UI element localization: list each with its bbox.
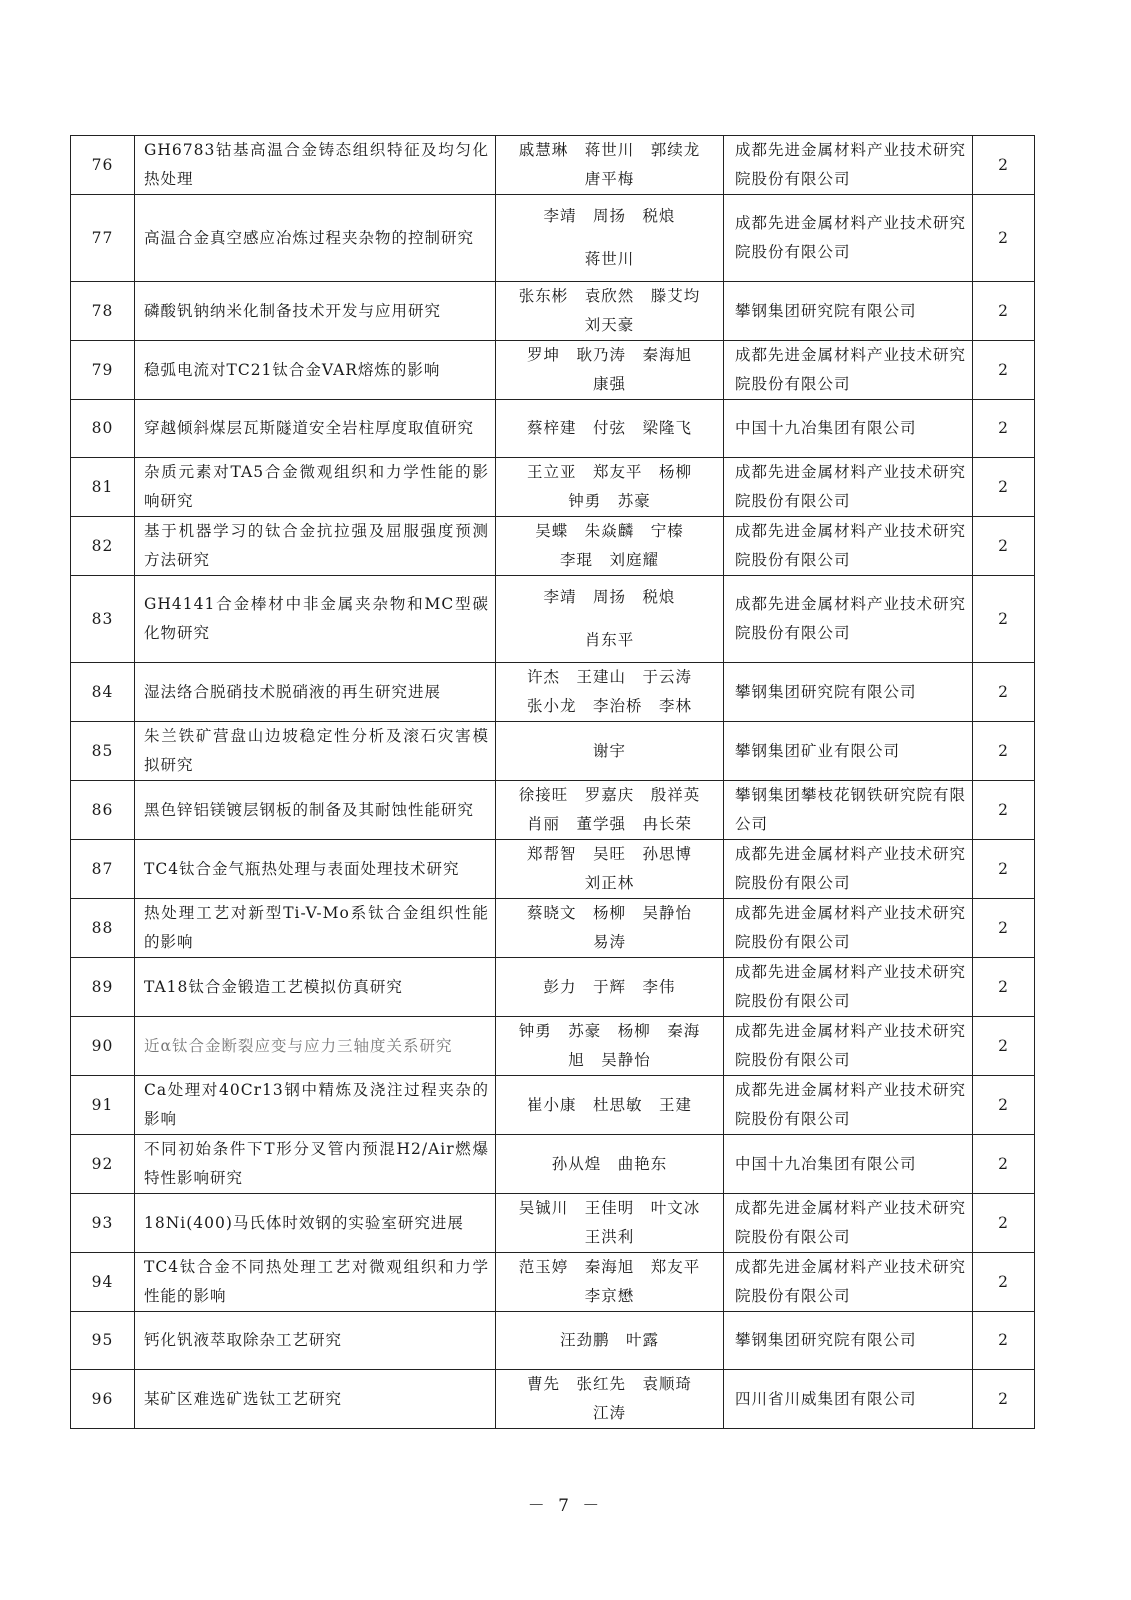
paper-title: 杂质元素对TA5合金微观组织和力学性能的影响研究 bbox=[135, 458, 496, 517]
paper-title: 钙化钒液萃取除杂工艺研究 bbox=[135, 1312, 496, 1370]
table-row bbox=[71, 1312, 1035, 1370]
paper-authors bbox=[496, 458, 724, 517]
table-row bbox=[71, 400, 1035, 458]
paper-authors bbox=[496, 722, 724, 781]
author-line: 康强 bbox=[592, 375, 626, 393]
paper-count: 2 bbox=[973, 840, 1035, 899]
row-number: 94 bbox=[71, 1253, 135, 1312]
paper-count: 2 bbox=[973, 282, 1035, 341]
table-row bbox=[71, 1017, 1035, 1076]
author-line: 曹先 张红先 袁顺琦 bbox=[526, 1375, 692, 1393]
paper-count: 2 bbox=[973, 136, 1035, 195]
author-line: 张东彬 袁欣然 滕艾均 bbox=[518, 287, 701, 305]
paper-authors bbox=[496, 1194, 724, 1253]
table-row bbox=[71, 517, 1035, 576]
paper-authors bbox=[496, 1312, 724, 1370]
organization: 成都先进金属材料产业技术研究院股份有限公司 bbox=[724, 458, 973, 517]
organization: 攀钢集团研究院有限公司 bbox=[724, 663, 973, 722]
paper-authors bbox=[496, 781, 724, 840]
paper-authors bbox=[496, 195, 724, 282]
paper-count: 2 bbox=[973, 1076, 1035, 1135]
paper-count: 2 bbox=[973, 722, 1035, 781]
author-line: 肖东平 bbox=[584, 631, 635, 649]
paper-authors bbox=[496, 517, 724, 576]
author-line: 唐平梅 bbox=[584, 170, 635, 188]
paper-count: 2 bbox=[973, 1194, 1035, 1253]
organization: 成都先进金属材料产业技术研究院股份有限公司 bbox=[724, 576, 973, 663]
row-number: 83 bbox=[71, 576, 135, 663]
paper-count: 2 bbox=[973, 458, 1035, 517]
row-number: 84 bbox=[71, 663, 135, 722]
author-line: 蒋世川 bbox=[584, 250, 635, 268]
paper-title: GH6783钴基高温合金铸态组织特征及均匀化热处理 bbox=[135, 136, 496, 195]
paper-count: 2 bbox=[973, 1370, 1035, 1429]
author-line: 吴蝶 朱焱麟 宁榛 bbox=[535, 522, 684, 540]
author-line: 徐接旺 罗嘉庆 殷祥英 bbox=[518, 786, 701, 804]
row-number: 95 bbox=[71, 1312, 135, 1370]
organization: 成都先进金属材料产业技术研究院股份有限公司 bbox=[724, 517, 973, 576]
row-number: 85 bbox=[71, 722, 135, 781]
table-row bbox=[71, 458, 1035, 517]
row-number: 80 bbox=[71, 400, 135, 458]
row-number: 87 bbox=[71, 840, 135, 899]
table-row bbox=[71, 899, 1035, 958]
row-number: 92 bbox=[71, 1135, 135, 1194]
author-line: 刘正林 bbox=[584, 874, 635, 892]
page-number: － 7 － bbox=[527, 1496, 604, 1516]
table-row bbox=[71, 958, 1035, 1017]
paper-count: 2 bbox=[973, 195, 1035, 282]
author-line: 李靖 周扬 税烺 bbox=[543, 588, 676, 606]
organization: 成都先进金属材料产业技术研究院股份有限公司 bbox=[724, 958, 973, 1017]
organization: 成都先进金属材料产业技术研究院股份有限公司 bbox=[724, 341, 973, 400]
paper-authors bbox=[496, 663, 724, 722]
paper-title: 热处理工艺对新型Ti-V-Mo系钛合金组织性能的影响 bbox=[135, 899, 496, 958]
paper-authors bbox=[496, 136, 724, 195]
row-number: 89 bbox=[71, 958, 135, 1017]
author-line: 李琨 刘庭耀 bbox=[559, 551, 659, 569]
paper-title: 黑色锌铝镁镀层钢板的制备及其耐蚀性能研究 bbox=[135, 781, 496, 840]
table-row bbox=[71, 1076, 1035, 1135]
paper-title: 稳弧电流对TC21钛合金VAR熔炼的影响 bbox=[135, 341, 496, 400]
paper-count: 2 bbox=[973, 517, 1035, 576]
table-row bbox=[71, 1135, 1035, 1194]
author-line: 易涛 bbox=[592, 933, 626, 951]
paper-title: 高温合金真空感应冶炼过程夹杂物的控制研究 bbox=[135, 195, 496, 282]
author-line: 戚慧琳 蒋世川 郭续龙 bbox=[518, 141, 701, 159]
row-number: 78 bbox=[71, 282, 135, 341]
table-row bbox=[71, 1194, 1035, 1253]
organization: 成都先进金属材料产业技术研究院股份有限公司 bbox=[724, 1253, 973, 1312]
paper-count: 2 bbox=[973, 1312, 1035, 1370]
organization: 成都先进金属材料产业技术研究院股份有限公司 bbox=[724, 1076, 973, 1135]
paper-authors bbox=[496, 958, 724, 1017]
author-line: 罗坤 耿乃涛 秦海旭 bbox=[526, 346, 692, 364]
paper-authors bbox=[496, 1017, 724, 1076]
paper-authors bbox=[496, 1076, 724, 1135]
author-line: 钟勇 苏豪 杨柳 秦海 bbox=[518, 1022, 701, 1040]
row-number: 79 bbox=[71, 341, 135, 400]
paper-authors bbox=[496, 400, 724, 458]
paper-count: 2 bbox=[973, 1017, 1035, 1076]
paper-title: TC4钛合金气瓶热处理与表面处理技术研究 bbox=[135, 840, 496, 899]
paper-title: 近α钛合金断裂应变与应力三轴度关系研究 bbox=[135, 1017, 496, 1076]
paper-count: 2 bbox=[973, 958, 1035, 1017]
organization: 成都先进金属材料产业技术研究院股份有限公司 bbox=[724, 899, 973, 958]
organization: 攀钢集团攀枝花钢铁研究院有限公司 bbox=[724, 781, 973, 840]
paper-title: GH4141合金棒材中非金属夹杂物和MC型碳化物研究 bbox=[135, 576, 496, 663]
author-line: 钟勇 苏豪 bbox=[568, 492, 651, 510]
row-number: 91 bbox=[71, 1076, 135, 1135]
paper-authors bbox=[496, 1135, 724, 1194]
author-line: 郑帮智 吴旺 孙思博 bbox=[526, 845, 692, 863]
paper-list-table bbox=[70, 135, 1035, 1429]
author-line: 吴铖川 王佳明 叶文冰 bbox=[518, 1199, 701, 1217]
paper-title: Ca处理对40Cr13钢中精炼及浇注过程夹杂的影响 bbox=[135, 1076, 496, 1135]
paper-count: 2 bbox=[973, 576, 1035, 663]
paper-authors bbox=[496, 341, 724, 400]
organization: 攀钢集团研究院有限公司 bbox=[724, 1312, 973, 1370]
organization: 成都先进金属材料产业技术研究院股份有限公司 bbox=[724, 1194, 973, 1253]
paper-count: 2 bbox=[973, 1135, 1035, 1194]
author-line: 王洪利 bbox=[584, 1228, 635, 1246]
organization: 攀钢集团研究院有限公司 bbox=[724, 282, 973, 341]
author-line: 许杰 王建山 于云涛 bbox=[526, 668, 692, 686]
table-row bbox=[71, 576, 1035, 663]
author-line: 李靖 周扬 税烺 bbox=[543, 207, 676, 225]
paper-authors bbox=[496, 282, 724, 341]
paper-title: 朱兰铁矿营盘山边坡稳定性分析及滚石灾害模拟研究 bbox=[135, 722, 496, 781]
author-line: 蔡梓建 付弦 梁隆飞 bbox=[526, 419, 692, 437]
paper-count: 2 bbox=[973, 663, 1035, 722]
paper-title: TC4钛合金不同热处理工艺对微观组织和力学性能的影响 bbox=[135, 1253, 496, 1312]
organization: 成都先进金属材料产业技术研究院股份有限公司 bbox=[724, 136, 973, 195]
organization: 四川省川威集团有限公司 bbox=[724, 1370, 973, 1429]
paper-authors bbox=[496, 1370, 724, 1429]
table-row bbox=[71, 195, 1035, 282]
organization: 中国十九冶集团有限公司 bbox=[724, 400, 973, 458]
paper-title: 穿越倾斜煤层瓦斯隧道安全岩柱厚度取值研究 bbox=[135, 400, 496, 458]
table-row bbox=[71, 341, 1035, 400]
paper-count: 2 bbox=[973, 1253, 1035, 1312]
table-row bbox=[71, 663, 1035, 722]
author-line: 肖丽 董学强 冉长荣 bbox=[526, 815, 692, 833]
organization: 中国十九冶集团有限公司 bbox=[724, 1135, 973, 1194]
row-number: 86 bbox=[71, 781, 135, 840]
row-number: 88 bbox=[71, 899, 135, 958]
author-line: 蔡晓文 杨柳 吴静怡 bbox=[526, 904, 692, 922]
author-line: 旭 吴静怡 bbox=[568, 1051, 651, 1069]
paper-title: TA18钛合金锻造工艺模拟仿真研究 bbox=[135, 958, 496, 1017]
organization: 攀钢集团矿业有限公司 bbox=[724, 722, 973, 781]
paper-count: 2 bbox=[973, 341, 1035, 400]
paper-count: 2 bbox=[973, 400, 1035, 458]
paper-title: 基于机器学习的钛合金抗拉强及屈服强度预测方法研究 bbox=[135, 517, 496, 576]
organization: 成都先进金属材料产业技术研究院股份有限公司 bbox=[724, 840, 973, 899]
author-line: 汪劲鹏 叶露 bbox=[559, 1331, 659, 1349]
author-line: 崔小康 杜思敏 王建 bbox=[526, 1095, 692, 1114]
paper-count: 2 bbox=[973, 781, 1035, 840]
paper-authors bbox=[496, 899, 724, 958]
organization: 成都先进金属材料产业技术研究院股份有限公司 bbox=[724, 1017, 973, 1076]
table-row bbox=[71, 781, 1035, 840]
author-line: 张小龙 李治桥 李林 bbox=[526, 697, 692, 715]
row-number: 82 bbox=[71, 517, 135, 576]
paper-count: 2 bbox=[973, 899, 1035, 958]
paper-authors bbox=[496, 840, 724, 899]
table-row bbox=[71, 1370, 1035, 1429]
table-row bbox=[71, 136, 1035, 195]
paper-title: 某矿区难选矿选钛工艺研究 bbox=[135, 1370, 496, 1429]
row-number: 90 bbox=[71, 1017, 135, 1076]
organization: 成都先进金属材料产业技术研究院股份有限公司 bbox=[724, 195, 973, 282]
row-number: 77 bbox=[71, 195, 135, 282]
paper-title: 磷酸钒钠纳米化制备技术开发与应用研究 bbox=[135, 282, 496, 341]
paper-title: 湿法络合脱硝技术脱硝液的再生研究进展 bbox=[135, 663, 496, 722]
paper-title: 18Ni(400)马氏体时效钢的实验室研究进展 bbox=[135, 1194, 496, 1253]
table-row bbox=[71, 282, 1035, 341]
row-number: 76 bbox=[71, 136, 135, 195]
row-number: 93 bbox=[71, 1194, 135, 1253]
table-row bbox=[71, 1253, 1035, 1312]
paper-authors bbox=[496, 576, 724, 663]
author-line: 李京懋 bbox=[584, 1287, 635, 1305]
row-number: 81 bbox=[71, 458, 135, 517]
author-line: 范玉婷 秦海旭 郑友平 bbox=[518, 1258, 701, 1276]
table-row bbox=[71, 840, 1035, 899]
author-line: 彭力 于辉 李伟 bbox=[543, 977, 676, 996]
table-body bbox=[71, 136, 1035, 1429]
paper-title: 不同初始条件下T形分叉管内预混H2/Air燃爆特性影响研究 bbox=[135, 1135, 496, 1194]
author-line: 王立亚 郑友平 杨柳 bbox=[526, 463, 692, 481]
author-line: 刘天豪 bbox=[584, 316, 635, 334]
author-line: 谢宇 bbox=[592, 741, 626, 760]
author-line: 孙从煌 曲艳东 bbox=[551, 1154, 668, 1173]
table-row bbox=[71, 722, 1035, 781]
row-number: 96 bbox=[71, 1370, 135, 1429]
paper-authors bbox=[496, 1253, 724, 1312]
author-line: 江涛 bbox=[592, 1404, 626, 1422]
